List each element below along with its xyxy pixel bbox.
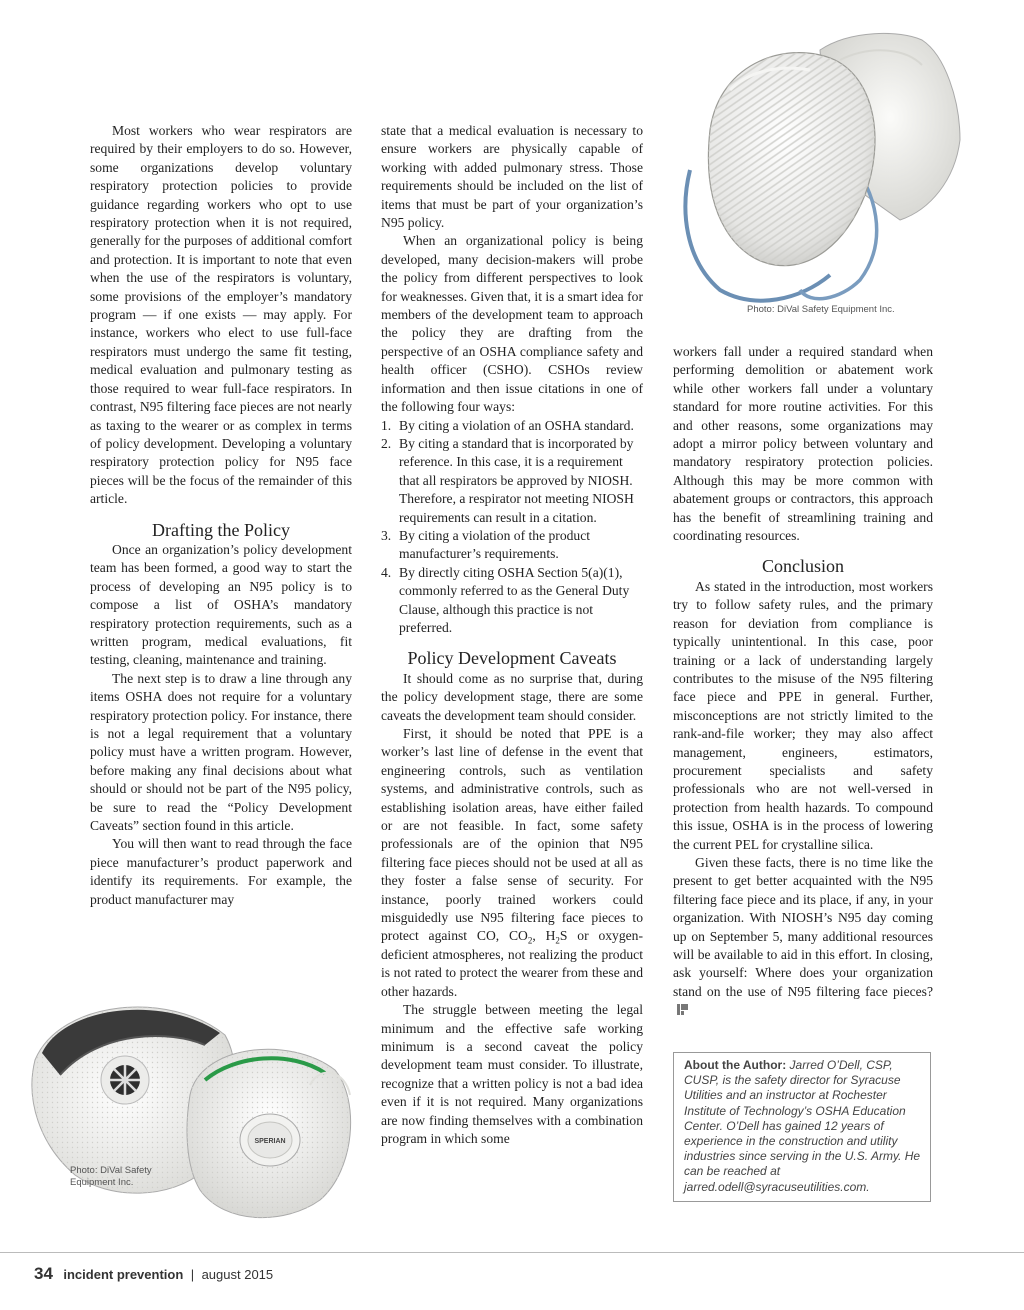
citation-list bbox=[381, 417, 643, 638]
col1-paragraph-3: The next step is to draw a line through any items OSHA does not require for a voluntary respiratory protection policy. For instance, there is not a legal requirement that a voluntary policy must have a written program. However, before making any final decisions about what should or should not be part of the N95 policy, be sure to read the “Policy Development Caveats” section found in this article. bbox=[90, 670, 352, 834]
author-label: About the Author: bbox=[684, 1058, 787, 1072]
col3-paragraph-3: Given these facts, there is no time like the present to get better acquainted with the N95 filtering face piece and its place, if any, in your organization. With NIOSH’s N95 day coming up on September 5, many additional resources will be available to aid in this effort. In closing, ask yourself: Where does your organization stand on the use of N95 filtering face pieces? bbox=[673, 854, 933, 1020]
col2-paragraph-5: The struggle between meeting the legal minimum and the effective safe working minimum is a second caveat the policy development team must consider. To illustrate, recognize that a written policy is not a bad idea even if it is not required. Many organizations are now finding themselves with a combination program in which some bbox=[381, 1002, 643, 1146]
heading-drafting-the-policy: Drafting the Policy bbox=[152, 519, 290, 540]
about-the-author-box bbox=[673, 1052, 931, 1202]
page-footer bbox=[34, 1264, 273, 1284]
publication-name: incident prevention bbox=[63, 1267, 184, 1282]
col2-paragraph-3: It should come as no surprise that, during the policy development stage, there are some caveats the development team should consider. bbox=[381, 670, 643, 723]
end-mark-icon bbox=[677, 1004, 688, 1015]
citation-list-item: 4. By directly citing OSHA Section 5(a)(1), commonly referred to as the General Duty Clause, although this practice is not preferred. bbox=[381, 564, 630, 635]
col1-paragraph-2: Once an organization’s policy development team has been formed, a good way to start the process of developing an N95 policy is to compose a list of OSHA’s mandatory respiratory protection requirements, such as a written program, medical evaluations, fit testing, cleaning, maintenance and training. bbox=[90, 541, 352, 668]
citation-list-item: 2. By citing a standard that is incorporated by reference. In this case, it is a requirement that all respirators be approved by NIOSH. Therefore, a respirator not meeting NIOSH requirements can result in a citation. bbox=[381, 435, 634, 525]
col2-paragraph-4: First, it should be noted that PPE is a worker’s last line of defense in the event that engineering controls, such as ventilation systems, and administrative controls, such as establishing isolation areas, have either failed or are not feasible. In fact, some safety professionals are of the opinion that N95 filtering face pieces should not be used at all as they foster a false sense of security. For instance, poorly trained workers could misguidedly use N95 filtering face pieces to protect against CO, $CO_2$, $H_2S$ or oxygen-deficient atmospheres, not realizing the product is not rated to protect the wearer from these and other hazards. bbox=[381, 726, 643, 999]
column-1 bbox=[90, 122, 352, 909]
col2-paragraph-1: state that a medical evaluation is necessary to ensure workers are physically capable of working with added pulmonary stress. Those requirements should be included on the list of items that must be part of your organization’s N95 policy. bbox=[381, 123, 643, 231]
column-3 bbox=[673, 343, 933, 1020]
col1-paragraph-1: Most workers who wear respirators are required by their employers to do so. However, some organizations develop voluntary respiratory protection policies to provide guidance regarding workers who opt to use respiratory protection when it is not required, generally for the purposes of additional comfort and protection. It is important to note that even when the use of the respirators is voluntary, some provisions of the employer’s mandatory program — if one exists — may apply. For instance, workers who elect to use full-face respirators must undergo the same fit testing, medical evaluation and pulmonary testing as those required to wear full-face respirators. In contrast, N95 filtering face pieces are not nearly as taxing to the wearer or as complex in terms of policy development. Developing a voluntary respiratory protection policy for N95 face pieces will be the focus of the remainder of this article. bbox=[90, 123, 352, 507]
footer-separator: | bbox=[190, 1267, 195, 1282]
citation-list-item: 1. By citing a violation of an OSHA standard. bbox=[381, 417, 634, 433]
heading-policy-development-caveats: Policy Development Caveats bbox=[407, 648, 617, 669]
citation-list-item: 3. By citing a violation of the product manufacturer’s requirements. bbox=[381, 527, 591, 562]
author-bio: Jarred O’Dell, CSP, CUSP, is the safety director for Syracuse Utilities and an instructor at Rochester Institute of Technology’s OSHA Education Center. O’Dell has gained 12 years of experience in the construction and utility industries since serving in the U.S. Army. He can be reached at jarred.odell@syracuseutilities.com. bbox=[684, 1058, 921, 1194]
heading-conclusion: Conclusion bbox=[761, 556, 844, 577]
col3-paragraph-1: workers fall under a required standard when performing demolition or abatement work while other workers fall under a voluntary standard for more routine activities. For this and other reasons, some organizations may adopt a mirror policy between voluntary and mandatory respiratory protection policies. Although this may be more common with abatement groups or contractors, this approach has the benefit of streamlining training and coordinating resources. bbox=[673, 344, 933, 544]
column-2 bbox=[381, 122, 643, 1148]
footer-rule bbox=[0, 1252, 1024, 1253]
col2-paragraph-2: When an organizational policy is being developed, many decision-makers will probe the policy from different perspectives to look for weaknesses. Given that, it is a smart idea for members of the development team to approach the policy they are drafting from the perspective of an OSHA compliance safety and health officer (CSHO). CSHOs review information and then issue citations in one of the following four ways: bbox=[381, 233, 643, 415]
top-mask-photo bbox=[660, 20, 980, 320]
col3-paragraph-2: As stated in the introduction, most workers try to follow safety rules, and the primary reason for deviation from compliance is typically unintentional. In this case, poor training or a lack of understanding largely contributes to the misuse of the N95 filtering face piece and PPE in general. Further, misconceptions are not strictly limited to the rank-and-file worker; they may also affect management, engineers, estimators, procurement specialists and safety professionals who are not well-versed in protection from health hazards. To compound this issue, OSHA is in the process of lowering the current PEL for crystalline silica. bbox=[673, 578, 933, 852]
col1-paragraph-4: You will then want to read through the face piece manufacturer’s product paperwork and identify its requirements. For example, the product manufacturer may bbox=[90, 836, 352, 907]
issue-date: august 2015 bbox=[201, 1267, 274, 1282]
bottom-photo-caption: Photo: DiVal Safety Equipment Inc. bbox=[70, 1165, 152, 1188]
top-photo-caption: Photo: DiVal Safety Equipment Inc. bbox=[747, 304, 895, 315]
mask-brand-text: SPERIAN bbox=[254, 1138, 286, 1145]
page-number: 34 bbox=[34, 1264, 53, 1283]
